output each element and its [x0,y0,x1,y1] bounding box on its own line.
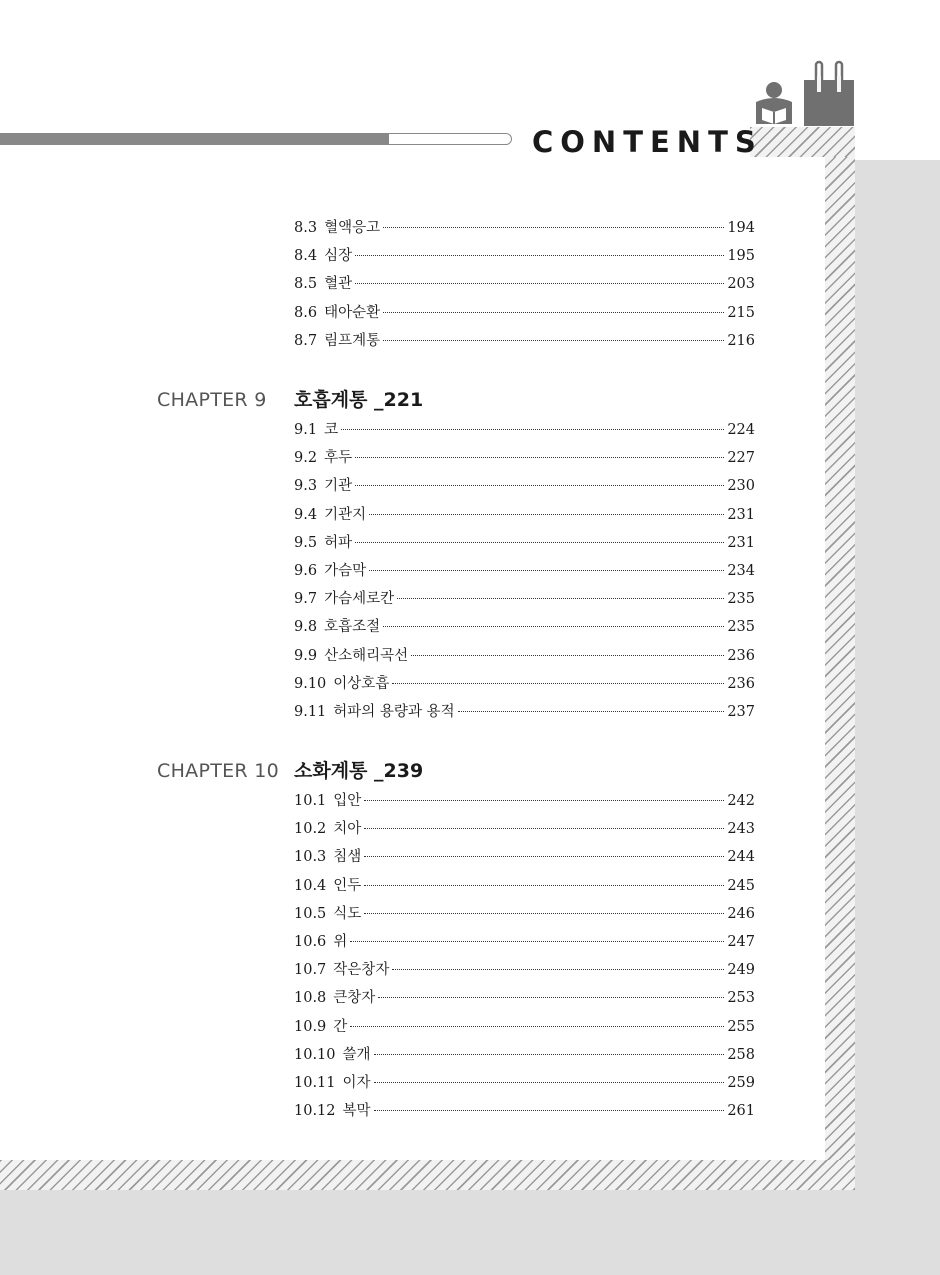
toc-entry-number: 9.6 [294,563,318,579]
dot-leader [355,255,724,256]
toc-entry[interactable] [294,1071,755,1095]
toc-entry-page: 231 [727,534,755,551]
page-title: CONTENTS [532,125,763,159]
toc-entry-number: 8.7 [294,332,318,349]
toc-entry-title: 산소해리곡선 [324,647,409,664]
dot-leader [355,283,724,284]
toc-entry[interactable] [294,986,755,1010]
toc-entry-title: 가슴세로칸 [324,591,395,608]
toc-entry[interactable] [294,272,755,296]
toc-entry-page: 261 [727,1103,755,1120]
toc-entry-page: 227 [727,450,755,467]
dot-leader [392,969,724,970]
toc-entry-number: 8.5 [294,276,318,293]
toc-entry[interactable] [294,672,755,696]
toc-entry-page: 224 [727,422,755,438]
toc-entry-title: 혈관 [324,276,353,293]
toc-entry-title: 가슴막 [324,563,367,579]
toc-entry[interactable] [294,902,755,926]
toc-entry-number: 10.9 [294,1018,327,1035]
dot-leader [374,1054,725,1055]
toc-entry[interactable] [294,1099,755,1123]
toc-entry-page: 237 [727,704,755,720]
toc-entry-page: 249 [727,962,755,979]
toc-entry-number: 9.8 [294,619,318,636]
chapter-label: CHAPTER 10 [157,760,280,782]
toc-entry-title: 간 [333,1018,348,1035]
toc-entry-page: 255 [727,1018,755,1035]
toc-entry[interactable] [294,216,755,240]
toc-entry-title: 림프계통 [324,332,381,349]
dot-leader [378,997,724,998]
toc-entry-number: 8.6 [294,304,318,321]
toc-entry-title: 복막 [342,1103,371,1120]
toc-entry-page: 203 [727,276,755,293]
toc-entry-page: 195 [727,248,755,265]
dot-leader [355,457,724,458]
toc-entry-page: 259 [727,1075,755,1091]
toc-entry-page: 215 [727,304,755,321]
toc-entry-page: 235 [727,619,755,636]
dot-leader [364,913,724,914]
toc-entry-number: 9.1 [294,422,318,438]
toc-entry-title: 후두 [324,450,353,467]
dot-leader [369,570,724,571]
toc-entry-title: 이자 [342,1075,371,1091]
toc-entry-number: 9.10 [294,675,327,692]
toc-entry-title: 입안 [333,793,362,809]
toc-entry-number: 8.4 [294,248,318,265]
toc-entry[interactable] [294,644,755,668]
dot-leader [392,683,724,684]
toc-entry-number: 10.12 [294,1103,336,1120]
dot-leader [374,1110,725,1111]
chapter-title[interactable]: 호흡계통 _221 [294,389,424,411]
dot-leader [383,227,724,228]
toc-entry-number: 9.5 [294,534,318,551]
toc-entry-page: 246 [727,905,755,922]
toc-entry[interactable] [294,930,755,954]
page-frame-bottom [0,1190,940,1275]
toc-entry[interactable] [294,446,755,470]
toc-entry-number: 9.2 [294,450,318,467]
dot-leader [364,885,724,886]
toc-entry-number: 9.3 [294,478,318,495]
dot-leader [350,1026,724,1027]
toc-entry[interactable] [294,587,755,611]
toc-entry[interactable] [294,1043,755,1067]
toc-entry[interactable] [294,559,755,583]
toc-entry-number: 10.11 [294,1075,336,1091]
dot-leader [364,828,724,829]
toc-entry-title: 인두 [333,877,362,894]
toc-entry[interactable] [294,503,755,527]
toc-entry[interactable] [294,301,755,325]
toc-entry-title: 식도 [333,905,362,922]
hatched-border-right [825,155,855,1160]
toc-entry[interactable] [294,615,755,639]
toc-entry[interactable] [294,418,755,442]
toc-entry[interactable] [294,817,755,841]
toc-entry[interactable] [294,700,755,724]
hatched-border-top [750,127,855,157]
toc-entry-title: 호흡조절 [324,619,381,636]
toc-entry-page: 245 [727,877,755,894]
toc-entry-number: 10.2 [294,821,327,838]
toc-entry-number: 10.6 [294,934,327,950]
toc-entry-title: 허파 [324,534,353,551]
toc-entry[interactable] [294,845,755,869]
toc-entry[interactable] [294,329,755,353]
toc-entry[interactable] [294,874,755,898]
toc-entry-page: 242 [727,793,755,809]
toc-entry-page: 247 [727,934,755,950]
toc-entry-number: 10.10 [294,1046,336,1063]
toc-entry-title: 허파의 용량과 용적 [333,704,455,720]
hatched-border-bottom [0,1160,855,1190]
reader-icon [752,80,796,128]
toc-entry-title: 태아순환 [324,304,381,321]
toc-entry[interactable] [294,958,755,982]
toc-entry-number: 9.4 [294,506,318,523]
toc-entry-page: 194 [727,220,755,236]
toc-entry-title: 기관지 [324,506,367,523]
chapter-label: CHAPTER 9 [157,389,267,411]
toc-entry-number: 10.3 [294,849,327,866]
toc-entry-title: 이상호흡 [333,675,390,692]
toc-entry-number: 10.7 [294,962,327,979]
toc-entry-title: 기관 [324,478,353,495]
dot-leader [411,655,724,656]
toc-entry-page: 258 [727,1046,755,1063]
page-frame-right [855,160,940,1275]
toc-entry[interactable] [294,531,755,555]
toc-entry-number: 9.7 [294,591,318,608]
toc-entry-page: 230 [727,478,755,495]
dot-leader [383,340,724,341]
toc-entry-page: 235 [727,591,755,608]
toc-entry-number: 10.1 [294,793,327,809]
toc-entry-page: 243 [727,821,755,838]
toc-entry-page: 244 [727,849,755,866]
toc-entry-number: 10.4 [294,877,327,894]
toc-entry-number: 8.3 [294,220,318,236]
chapter-title[interactable]: 소화계통 _239 [294,760,424,782]
toc-entry-number: 10.5 [294,905,327,922]
toc-entry-page: 234 [727,563,755,579]
toc-entry[interactable] [294,789,755,813]
dot-leader [369,514,724,515]
dot-leader [341,429,724,430]
toc-entry-page: 236 [727,647,755,664]
toc-entry-title: 치아 [333,821,362,838]
toc-entry-title: 작은창자 [333,962,390,979]
toc-entry-page: 236 [727,675,755,692]
dot-leader [355,542,724,543]
toc-entry-title: 심장 [324,248,353,265]
toc-entry-page: 231 [727,506,755,523]
toc-entry-page: 253 [727,990,755,1007]
toc-entry-page: 216 [727,332,755,349]
toc-entry-title: 침샘 [333,849,362,866]
toc-entry[interactable] [294,1015,755,1039]
toc-entry[interactable] [294,244,755,268]
toc-entry-title: 코 [324,422,339,438]
dot-leader [374,1082,725,1083]
toc-entry[interactable] [294,474,755,498]
dot-leader [458,711,725,712]
header-bar-tip [388,133,512,145]
dot-leader [364,856,724,857]
dot-leader [383,312,724,313]
toc-entry-number: 9.11 [294,704,327,720]
toc-entry-title: 혈액응고 [324,220,381,236]
dot-leader [383,626,724,627]
toc-entry-title: 위 [333,934,348,950]
toc-entry-number: 9.9 [294,647,318,664]
dot-leader [350,941,724,942]
toc-entry-title: 큰창자 [333,990,376,1007]
calendar-icon [802,58,856,128]
toc-entry-number: 10.8 [294,990,327,1007]
toc-entry-title: 쓸개 [342,1046,371,1063]
dot-leader [355,485,724,486]
dot-leader [397,598,724,599]
header-bar [0,133,392,145]
dot-leader [364,800,724,801]
